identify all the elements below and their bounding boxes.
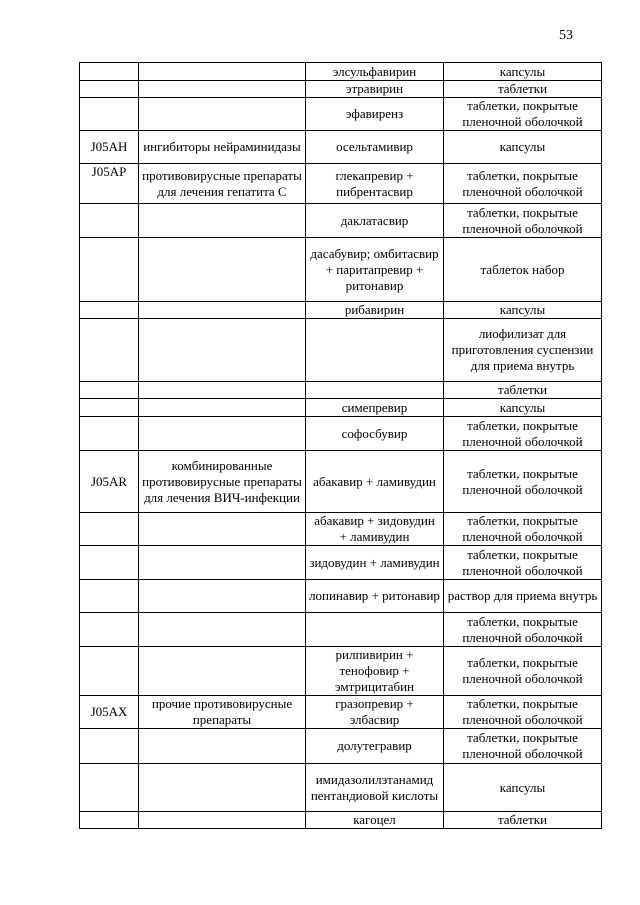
- atc-code-cell: [80, 98, 139, 131]
- form-cell: таблетки, покрытые пленочной оболочкой: [444, 513, 602, 546]
- drug-cell: зидовудин + ламивудин: [306, 546, 444, 580]
- drug-cell: долутегравир: [306, 729, 444, 764]
- drug-cell: софосбувир: [306, 417, 444, 451]
- atc-code-cell: [80, 546, 139, 580]
- drug-cell: симепревир: [306, 399, 444, 417]
- table-row: [80, 164, 602, 204]
- atc-code-cell: J05AX: [80, 696, 139, 729]
- form-cell: таблетки, покрытые пленочной оболочкой: [444, 417, 602, 451]
- table-row: [80, 812, 602, 829]
- drug-cell: гразопревир + элбасвир: [306, 696, 444, 729]
- group-cell: [139, 647, 306, 696]
- table-row: [80, 417, 602, 451]
- form-cell: капсулы: [444, 764, 602, 812]
- form-cell: таблетки, покрытые пленочной оболочкой: [444, 204, 602, 238]
- group-cell: [139, 382, 306, 399]
- group-cell: [139, 204, 306, 238]
- table-row: [80, 451, 602, 513]
- drug-cell: рилпивирин + тенофовир + эмтрицитабин: [306, 647, 444, 696]
- group-cell: [139, 63, 306, 81]
- drug-cell: [306, 613, 444, 647]
- drug-cell: кагоцел: [306, 812, 444, 829]
- table-row: [80, 399, 602, 417]
- drug-cell: глекапревир + пибрентасвир: [306, 164, 444, 204]
- group-cell: [139, 399, 306, 417]
- drug-cell: лопинавир + ритонавир: [306, 580, 444, 613]
- group-cell: [139, 98, 306, 131]
- atc-code-cell: [80, 647, 139, 696]
- atc-code-cell: J05AP: [80, 164, 139, 204]
- drug-cell: даклатасвир: [306, 204, 444, 238]
- atc-code-cell: [80, 302, 139, 319]
- atc-code-cell: [80, 81, 139, 98]
- group-cell: [139, 546, 306, 580]
- group-cell: [139, 764, 306, 812]
- form-cell: таблетки, покрытые пленочной оболочкой: [444, 164, 602, 204]
- atc-code-cell: [80, 513, 139, 546]
- atc-code-cell: [80, 238, 139, 302]
- form-cell: таблетки, покрытые пленочной оболочкой: [444, 613, 602, 647]
- drug-cell: абакавир + ламивудин: [306, 451, 444, 513]
- table-row: [80, 546, 602, 580]
- drug-cell: этравирин: [306, 81, 444, 98]
- table-row: [80, 513, 602, 546]
- table-row: [80, 204, 602, 238]
- drug-cell: [306, 382, 444, 399]
- atc-code-cell: [80, 812, 139, 829]
- group-cell: [139, 319, 306, 382]
- table-row: [80, 647, 602, 696]
- drug-cell: дасабувир; омбитасвир + паритапревир + ритонавир: [306, 238, 444, 302]
- atc-code-cell: J05AR: [80, 451, 139, 513]
- form-cell: таблетки: [444, 81, 602, 98]
- table-row: [80, 63, 602, 81]
- table-row: [80, 729, 602, 764]
- atc-code-cell: [80, 580, 139, 613]
- group-cell: [139, 729, 306, 764]
- drug-cell: [306, 319, 444, 382]
- form-cell: таблетки, покрытые пленочной оболочкой: [444, 546, 602, 580]
- group-cell: [139, 812, 306, 829]
- form-cell: капсулы: [444, 399, 602, 417]
- atc-code-cell: [80, 613, 139, 647]
- table-row: [80, 238, 602, 302]
- atc-code-cell: [80, 729, 139, 764]
- table-row: [80, 81, 602, 98]
- atc-code-cell: [80, 764, 139, 812]
- form-cell: таблетки, покрытые пленочной оболочкой: [444, 696, 602, 729]
- drug-cell: элсульфавирин: [306, 63, 444, 81]
- table-row: [80, 764, 602, 812]
- group-cell: [139, 238, 306, 302]
- form-cell: раствор для приема внутрь: [444, 580, 602, 613]
- atc-code-cell: [80, 319, 139, 382]
- form-cell: таблетки, покрытые пленочной оболочкой: [444, 98, 602, 131]
- atc-code-cell: [80, 399, 139, 417]
- form-cell: капсулы: [444, 302, 602, 319]
- group-cell: прочие противовирусные препараты: [139, 696, 306, 729]
- group-cell: [139, 417, 306, 451]
- drug-cell: осельтамивир: [306, 131, 444, 164]
- form-cell: таблеток набор: [444, 238, 602, 302]
- atc-code-cell: [80, 417, 139, 451]
- form-cell: таблетки, покрытые пленочной оболочкой: [444, 451, 602, 513]
- table-row: [80, 319, 602, 382]
- table-row: [80, 382, 602, 399]
- form-cell: таблетки: [444, 382, 602, 399]
- drug-table: [79, 62, 602, 829]
- group-cell: [139, 302, 306, 319]
- form-cell: лиофилизат для приготовления суспензии для приема внутрь: [444, 319, 602, 382]
- atc-code-cell: [80, 382, 139, 399]
- table-row: [80, 696, 602, 729]
- group-cell: [139, 81, 306, 98]
- group-cell: [139, 580, 306, 613]
- drug-cell: имидазолилэтанамид пентандиовой кислоты: [306, 764, 444, 812]
- form-cell: таблетки, покрытые пленочной оболочкой: [444, 729, 602, 764]
- table-row: [80, 98, 602, 131]
- group-cell: противовирусные препараты для лечения гепатита C: [139, 164, 306, 204]
- atc-code-cell: [80, 63, 139, 81]
- form-cell: капсулы: [444, 131, 602, 164]
- page-number: 53: [559, 28, 573, 43]
- form-cell: таблетки: [444, 812, 602, 829]
- atc-code-cell: [80, 204, 139, 238]
- atc-code-cell: J05AH: [80, 131, 139, 164]
- group-cell: [139, 613, 306, 647]
- group-cell: ингибиторы нейраминидазы: [139, 131, 306, 164]
- form-cell: таблетки, покрытые пленочной оболочкой: [444, 647, 602, 696]
- group-cell: [139, 513, 306, 546]
- drug-cell: эфавиренз: [306, 98, 444, 131]
- group-cell: комбинированные противовирусные препараты для лечения ВИЧ-инфекции: [139, 451, 306, 513]
- form-cell: капсулы: [444, 63, 602, 81]
- drug-cell: абакавир + зидовудин + ламивудин: [306, 513, 444, 546]
- table-row: [80, 580, 602, 613]
- table-row: [80, 302, 602, 319]
- drug-cell: рибавирин: [306, 302, 444, 319]
- table-row: [80, 131, 602, 164]
- table-row: [80, 613, 602, 647]
